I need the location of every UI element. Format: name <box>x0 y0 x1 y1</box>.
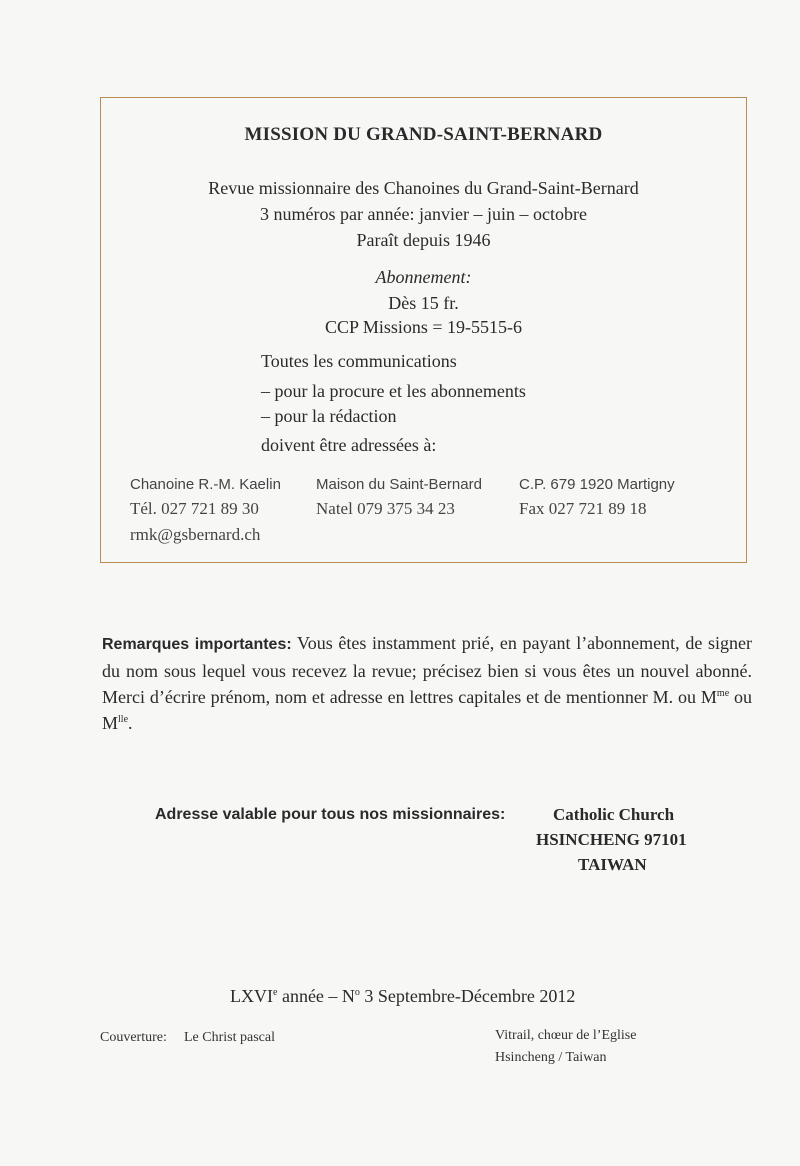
missionary-address-line2: HSINCHENG 97101 <box>536 830 687 849</box>
contact-fax: Fax 027 721 89 18 <box>519 499 647 518</box>
contact-email: rmk@gsbernard.ch <box>130 525 261 544</box>
remarks-text-c: . <box>128 713 133 733</box>
issue-number: 3 Septembre-Décembre 2012 <box>359 986 576 1006</box>
subscription-info-box <box>100 97 747 563</box>
remarks-sup-me: me <box>716 688 730 699</box>
revue-description: Revue missionnaire des Chanoines du Grand-Saint-Bernard <box>208 178 639 198</box>
cover-vitrail: Vitrail, chœur de l’Eglise <box>495 1028 637 1043</box>
remarks-label: Remarques importantes: <box>102 636 292 653</box>
communications-intro: Toutes les communications <box>261 351 457 371</box>
issue-info <box>230 986 575 1007</box>
cover-title: Le Christ pascal <box>184 1030 275 1045</box>
contact-name: Chanoine R.-M. Kaelin <box>130 476 281 493</box>
remarks-sup-lle: lle <box>118 714 129 725</box>
mission-title: MISSION DU GRAND-SAINT-BERNARD <box>244 124 603 145</box>
subscription-price: Dès 15 fr. <box>388 293 459 313</box>
communications-redaction: – pour la rédaction <box>261 406 397 426</box>
issue-sup-o: o <box>354 987 360 998</box>
ccp-account: CCP Missions = 19-5515-6 <box>324 317 522 337</box>
issue-sup-e: e <box>273 987 278 998</box>
subscription-label: Abonnement: <box>375 267 472 287</box>
cover-location: Hsincheng / Taiwan <box>495 1050 607 1065</box>
issue-year: LXVI <box>230 986 273 1006</box>
issues-per-year: 3 numéros par année: janvier – juin – octobre <box>260 204 587 224</box>
contact-phone: Tél. 027 721 89 30 <box>130 499 259 518</box>
contact-mobile: Natel 079 375 34 23 <box>316 499 455 518</box>
remarks-text: Vous êtes instamment prié, en payant l’abonnement, de signer du nom sous lequel vous recevez la revue; précisez bien si vous êtes un nouvel abonné. Merci d’écrire prénom, nom et adresse en lettres capitales et de mentionner M. ou M <box>102 633 752 707</box>
missionary-address-label: Adresse valable pour tous nos missionnaires: <box>155 806 506 823</box>
missionary-address-line3: TAIWAN <box>578 855 647 874</box>
remarks-text-b: ou M <box>102 687 753 733</box>
communications-procure: – pour la procure et les abonnements <box>261 381 526 401</box>
contact-maison: Maison du Saint-Bernard <box>316 476 482 493</box>
published-since: Paraît depuis 1946 <box>356 230 491 250</box>
cover-label: Couverture: <box>100 1030 167 1045</box>
communications-address-intro: doivent être adressées à: <box>261 435 437 455</box>
contact-postal: C.P. 679 1920 Martigny <box>519 476 675 493</box>
issue-annee: année – N <box>277 986 355 1006</box>
important-remarks <box>102 630 752 736</box>
missionary-address-line1: Catholic Church <box>553 805 675 824</box>
